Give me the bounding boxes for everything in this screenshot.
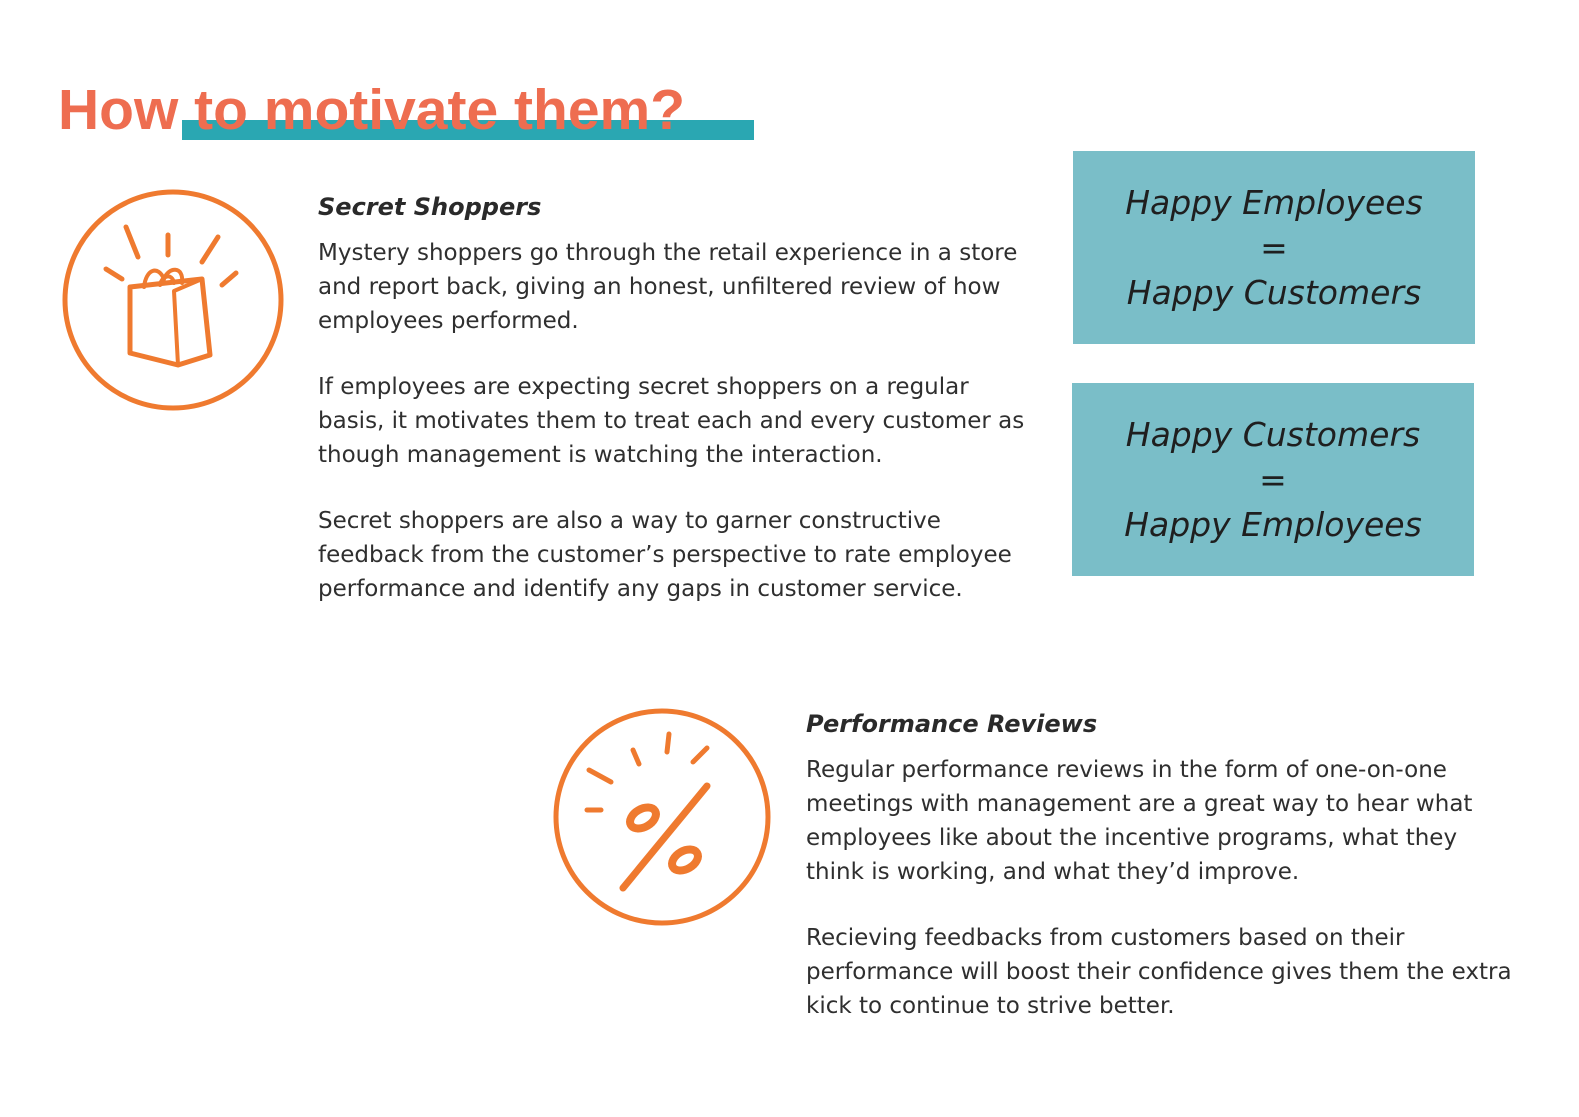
secret-shoppers-paragraph-3: Secret shoppers are also a way to garner constructive feedback from the customer’s perspective to rate employee performance and identify any gaps in customer service. [318, 508, 1012, 602]
performance-reviews-paragraph-1: Regular performance reviews in the form of one-on-one meetings with management are a great way to hear what employees like about the incentive programs, what they think is working, and what they’d improve. [806, 757, 1473, 885]
equation-box-operator: = [1259, 460, 1287, 499]
equation-box-line1: Happy Employees [1125, 183, 1423, 222]
secret-shoppers-heading: Secret Shoppers [318, 193, 542, 221]
performance-reviews-paragraph-2: Recieving feedbacks from customers based on their performance will boost their confidence gives them the extra kick to continue to strive better. [806, 925, 1512, 1019]
equation-box-line1: Happy Customers [1125, 415, 1421, 454]
equation-box-customers-employees [1072, 383, 1474, 576]
page-title: How to motivate them? [58, 78, 686, 142]
percent-icon [551, 706, 773, 928]
secret-shoppers-paragraph-1: Mystery shoppers go through the retail experience in a store and report back, giving an honest, unfiltered review of how employees performed. [318, 240, 1018, 334]
equation-box-line2: Happy Employees [1124, 505, 1422, 544]
performance-reviews-heading: Performance Reviews [806, 710, 1098, 738]
equation-box-line2: Happy Customers [1126, 273, 1422, 312]
shopping-bag-icon [60, 187, 286, 413]
equation-box-operator: = [1260, 228, 1288, 267]
secret-shoppers-paragraph-2: If employees are expecting secret shoppers on a regular basis, it motivates them to treat each and every customer as though management is watching the interaction. [318, 374, 1025, 468]
page-title-block [58, 78, 778, 148]
equation-box-employees-customers [1073, 151, 1475, 344]
